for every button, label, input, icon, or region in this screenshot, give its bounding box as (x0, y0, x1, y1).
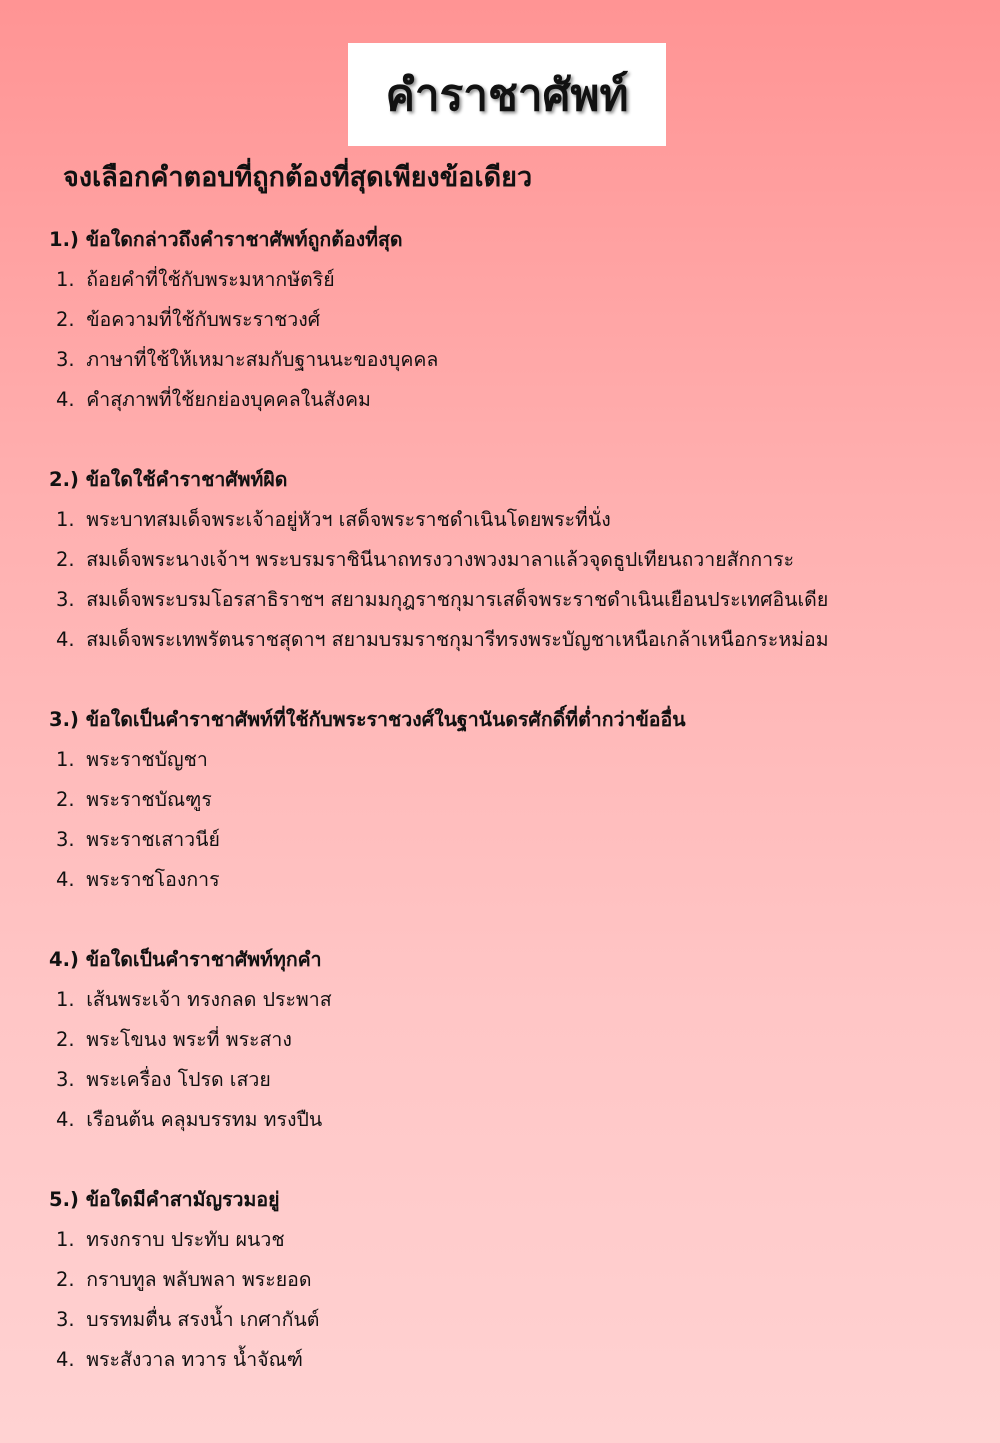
option-number: 3. (56, 588, 75, 611)
option-number: 3. (56, 348, 75, 371)
option-3[interactable] (49, 340, 979, 380)
question-number: 5.) (49, 1188, 79, 1211)
option-text: สมเด็จพระเทพรัตนราชสุดาฯ สยามบรมราชกุมารีทรงพระบัญชาเหนือเกล้าเหนือกระหม่อม (86, 628, 829, 651)
option-number: 4. (56, 1108, 75, 1131)
page-title: คำราชาศัพท์ (385, 69, 629, 121)
option-3[interactable] (49, 580, 979, 620)
question-5 (49, 1180, 979, 1380)
option-1[interactable] (49, 260, 979, 300)
option-number: 1. (56, 268, 75, 291)
option-list (49, 740, 979, 900)
option-text: พระราชเสาวนีย์ (86, 828, 220, 851)
option-text: พระโขนง พระที่ พระสาง (86, 1028, 292, 1051)
option-1[interactable] (49, 980, 979, 1020)
option-number: 3. (56, 1068, 75, 1091)
question-number: 3.) (49, 708, 79, 731)
option-number: 2. (56, 1268, 75, 1291)
option-text: พระสังวาล ทวาร น้ำจัณฑ์ (86, 1348, 303, 1371)
option-1[interactable] (49, 1220, 979, 1260)
option-text: คำสุภาพที่ใช้ยกย่องบุคคลในสังคม (86, 388, 371, 411)
option-text: พระเครื่อง โปรด เสวย (86, 1068, 271, 1091)
question-3 (49, 700, 979, 900)
question-number: 2.) (49, 468, 79, 491)
option-text: พระราชบัญชา (86, 748, 208, 771)
option-number: 4. (56, 628, 75, 651)
question-2 (49, 460, 979, 660)
option-text: พระราชโองการ (86, 868, 220, 891)
option-text: เส้นพระเจ้า ทรงกลด ประพาส (86, 988, 332, 1011)
option-text: เรือนต้น คลุมบรรทม ทรงปืน (86, 1108, 323, 1131)
title-box (348, 43, 666, 146)
option-list (49, 980, 979, 1140)
instruction-text: จงเลือกคำตอบที่ถูกต้องที่สุดเพียงข้อเดียว (63, 162, 533, 193)
question-text (49, 1180, 979, 1220)
option-1[interactable] (49, 740, 979, 780)
option-3[interactable] (49, 1300, 979, 1340)
question-text (49, 220, 979, 260)
question-number: 1.) (49, 228, 79, 251)
option-text: พระบาทสมเด็จพระเจ้าอยู่หัวฯ เสด็จพระราชดำเนินโดยพระที่นั่ง (86, 508, 611, 531)
option-text: ทรงกราบ ประทับ ผนวช (86, 1228, 285, 1251)
question-4 (49, 940, 979, 1140)
option-number: 4. (56, 388, 75, 411)
option-number: 3. (56, 828, 75, 851)
option-4[interactable] (49, 620, 979, 660)
option-number: 2. (56, 788, 75, 811)
option-2[interactable] (49, 780, 979, 820)
option-number: 1. (56, 508, 75, 531)
option-number: 4. (56, 1348, 75, 1371)
option-text: ถ้อยคำที่ใช้กับพระมหากษัตริย์ (86, 268, 335, 291)
option-text: กราบทูล พลับพลา พระยอด (86, 1268, 312, 1291)
option-list (49, 1220, 979, 1380)
option-text: บรรทมตื่น สรงน้ำ เกศากันต์ (86, 1308, 320, 1331)
question-label: ข้อใดมีคำสามัญรวมอยู่ (85, 1188, 280, 1211)
option-4[interactable] (49, 380, 979, 420)
option-number: 1. (56, 988, 75, 1011)
option-number: 4. (56, 868, 75, 891)
question-text (49, 700, 979, 740)
option-4[interactable] (49, 860, 979, 900)
option-4[interactable] (49, 1340, 979, 1380)
question-1 (49, 220, 979, 420)
option-number: 1. (56, 1228, 75, 1251)
question-label: ข้อใดเป็นคำราชาศัพท์ที่ใช้กับพระราชวงศ์ในฐานันดรศักดิ์ที่ต่ำกว่าข้ออื่น (85, 708, 686, 731)
option-list (49, 260, 979, 420)
option-2[interactable] (49, 1020, 979, 1060)
question-label: ข้อใดกล่าวถึงคำราชาศัพท์ถูกต้องที่สุด (85, 228, 403, 251)
option-4[interactable] (49, 1100, 979, 1140)
question-text (49, 940, 979, 980)
question-label: ข้อใดใช้คำราชาศัพท์ผิด (85, 468, 288, 491)
option-2[interactable] (49, 1260, 979, 1300)
option-number: 2. (56, 308, 75, 331)
option-text: สมเด็จพระบรมโอรสาธิราชฯ สยามมกุฎราชกุมารเสด็จพระราชดำเนินเยือนประเทศอินเดีย (86, 588, 829, 611)
option-text: ข้อความที่ใช้กับพระราชวงศ์ (86, 308, 321, 331)
option-2[interactable] (49, 300, 979, 340)
option-text: ภาษาที่ใช้ให้เหมาะสมกับฐานนะของบุคคล (86, 348, 439, 371)
option-list (49, 500, 979, 660)
option-3[interactable] (49, 1060, 979, 1100)
option-number: 2. (56, 548, 75, 571)
option-2[interactable] (49, 540, 979, 580)
question-text (49, 460, 979, 500)
option-1[interactable] (49, 500, 979, 540)
option-number: 3. (56, 1308, 75, 1331)
question-label: ข้อใดเป็นคำราชาศัพท์ทุกคำ (85, 948, 322, 971)
option-3[interactable] (49, 820, 979, 860)
option-number: 1. (56, 748, 75, 771)
option-number: 2. (56, 1028, 75, 1051)
option-text: พระราชบัณฑูร (86, 788, 212, 811)
option-text: สมเด็จพระนางเจ้าฯ พระบรมราชินีนาถทรงวางพวงมาลาแล้วจุดธูปเทียนถวายสักการะ (86, 548, 795, 571)
question-number: 4.) (49, 948, 79, 971)
